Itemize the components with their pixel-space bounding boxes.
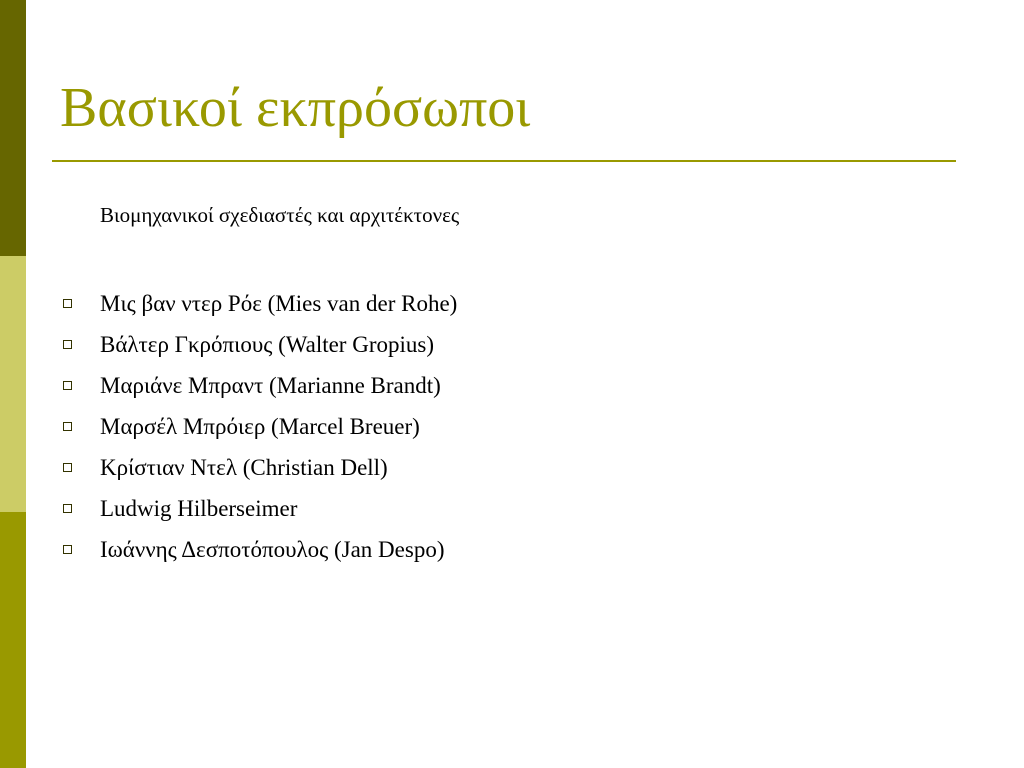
list-item [60, 488, 457, 529]
list-item [60, 324, 457, 365]
list-item [60, 365, 457, 406]
list-item-text: Μαρσέλ Μπρόιερ (Marcel Breuer) [100, 414, 420, 439]
list-item [60, 529, 457, 570]
square-bullet-icon [63, 504, 72, 513]
list-item [60, 283, 457, 324]
square-bullet-icon [63, 463, 72, 472]
list-item-text: Μαριάνε Μπραντ (Marianne Brandt) [100, 373, 441, 398]
title-divider [52, 160, 956, 162]
square-bullet-icon [63, 545, 72, 554]
list-item-text: Κρίστιαν Ντελ (Christian Dell) [100, 455, 388, 480]
list-item-text: Ιωάννης Δεσποτόπουλος (Jan Despo) [100, 537, 445, 562]
side-band-olive [0, 512, 26, 768]
bullet-list [60, 283, 457, 570]
slide-title: Βασικοί εκπρόσωποι [60, 77, 531, 139]
side-band-light [0, 256, 26, 512]
square-bullet-icon [63, 340, 72, 349]
square-bullet-icon [63, 381, 72, 390]
square-bullet-icon [63, 422, 72, 431]
list-item [60, 406, 457, 447]
list-item [60, 447, 457, 488]
slide-subtitle: Βιομηχανικοί σχεδιαστές και αρχιτέκτονες [100, 203, 460, 227]
side-band-dark [0, 0, 26, 256]
list-item-text: Βάλτερ Γκρόπιους (Walter Gropius) [100, 332, 434, 357]
list-item-text: Ludwig Hilberseimer [100, 496, 298, 521]
square-bullet-icon [63, 299, 72, 308]
list-item-text: Μις βαν ντερ Ρόε (Mies van der Rohe) [100, 291, 458, 316]
